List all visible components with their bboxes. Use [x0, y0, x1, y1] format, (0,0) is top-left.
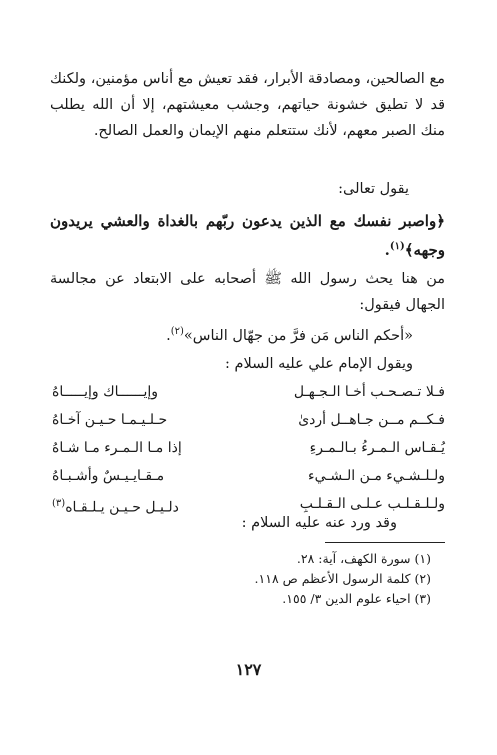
verse-second-half: دلـيـل حـيـن يـلـقـاه$^{(٣)}$ — [52, 498, 179, 516]
footnote-ref-3: (٣) — [52, 498, 66, 509]
paragraph-imam-ali: ويقول الإمام علي عليه السلام : — [225, 356, 413, 372]
footnote-ref-2: (٢) — [170, 326, 184, 337]
footnote-1: (١) سورة الكهف، آية: ٢٨. — [296, 551, 431, 566]
poem-verse — [52, 462, 445, 490]
verse-second-half: وإيــــــاك وإيـــــاهُ — [52, 384, 159, 400]
footnote-3: (٣) احياء علوم الدين ٣/ ١٥٥. — [282, 591, 431, 606]
verse-first-half: ولـلـشـيء مـن الـشـيء — [308, 468, 445, 484]
verse-second-half: حـلـيـمـا حـيـن آخـاهُ — [52, 412, 168, 428]
paragraph-allah-says: يقول تعالى: — [338, 181, 409, 197]
poem — [52, 378, 445, 518]
verse-second-half: إذا مـا الـمـرء مـا شـاهُ — [52, 440, 182, 456]
verse-first-half: يُـقـاس الـمـرءُ بـالـمـرءِ — [309, 440, 445, 456]
verse-second-half: مـقـايـيـسٌ وأشـبـاهُ — [52, 468, 165, 484]
quran-verse: ﴿واصبر نفسك مع الذين يدعون ربّهم بالغداة والعشي يريدون وجهه﴾$^{(١)}$. — [50, 212, 445, 259]
verse-first-half: ولـلـقـلـب عـلـى الـقـلـبِ — [299, 496, 445, 512]
footnote-divider — [325, 542, 445, 543]
poem-verse — [52, 434, 445, 462]
verse-first-half: فـلا تـصـحـب أخـا الـجـهـل — [293, 384, 445, 400]
footnote-2: (٢) كلمة الرسول الأعظم ص ١١٨. — [254, 571, 431, 586]
footnote-ref-1: (١) — [389, 241, 405, 252]
verse-first-half: فـكــم مــن جـاهــل أردىٰ — [298, 412, 445, 428]
poem-verse — [52, 406, 445, 434]
poem-verse — [52, 378, 445, 406]
hadith-quote: «أحكم الناس مَن فرَّ من جهّال الناس»$^{(٢)}$. — [166, 326, 413, 344]
paragraph-patience: مع الصالحين، ومصادقة الأبرار، فقد تعيش مع أناس مؤمنين، ولكنك قد لا تطيق خشونة حياتهم، وجشب معيشتهم، إلا أن الله يطلب منك الصبر معهم، لأنك ستتعلم منهم الإيمان والعمل الصالح. — [50, 71, 445, 139]
page-number: ١٢٧ — [235, 660, 262, 679]
paragraph-prophet: من هنا يحث رسول الله ﷺ أصحابه على الابتعاد عن مجالسة الجهال فيقول: — [50, 271, 445, 313]
paragraph-narrated: وقد ورد عنه عليه السلام : — [241, 515, 397, 531]
